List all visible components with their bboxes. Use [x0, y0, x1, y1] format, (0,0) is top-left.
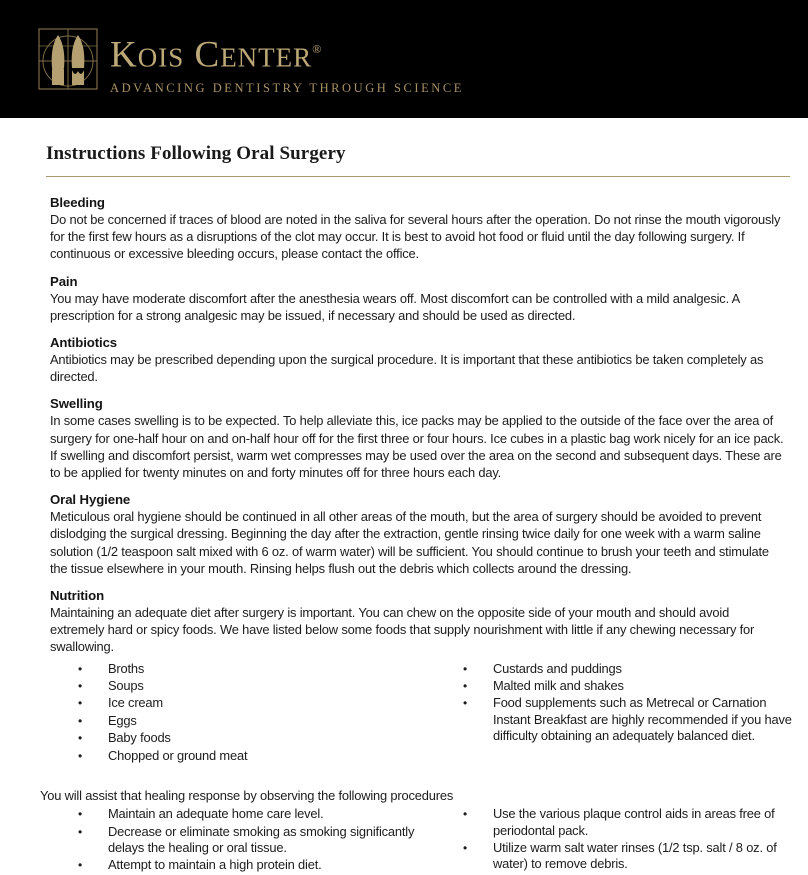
bullet-icon: •	[78, 824, 83, 839]
procedures-left-column	[50, 806, 415, 875]
bullet-icon: •	[78, 696, 83, 711]
list-item	[50, 661, 415, 677]
bullet-icon: •	[78, 807, 83, 822]
list-item	[435, 806, 800, 839]
section-body-text: Meticulous oral hygiene should be continued in all other areas of the mouth, but the area of surgery should be avoided to prevent dislodging the surgical dressing. Beginning the day after the extraction, gentle rinsing twice daily for one week with a warm saline solution (1/2 teaspoon salt mixed with 6 oz. of warm water) will be sufficient. You should continue to brush your teeth and stimulate the tissue elsewhere in your mouth. Rinsing helps flush out the debris which collects around the dressing.	[50, 509, 769, 576]
list-item-label: Maintain an adequate home care level.	[108, 806, 324, 822]
brand-logo	[38, 28, 464, 96]
list-item-label: Use the various plaque control aids in areas free of periodontal pack.	[493, 806, 775, 838]
bullet-icon: •	[463, 661, 468, 676]
procedures-list-right	[435, 806, 800, 873]
section-heading: Antibiotics	[50, 335, 118, 351]
food-list-columns	[50, 661, 800, 765]
list-item	[435, 661, 800, 677]
section-heading: Oral Hygiene	[50, 492, 131, 508]
registered-trademark-icon: ®	[312, 42, 322, 56]
section-body-text: In some cases swelling is to be expected. To help alleviate this, ice packs may be applied to the outside of the face over the area of surgery for one-half hour on and on-half hour off for the first three or four hours. Ice cubes in a plastic bag work nicely for an ice pack. If swelling and discomfort persist, warm wet compresses may be used over the area on the second and subsequent days. These are to be applied for twenty minutes on and forty minutes off for three hours each day.	[50, 413, 784, 481]
wordmark-kois-rest: OIS	[137, 42, 185, 73]
list-item	[50, 678, 415, 694]
instruction-section	[50, 396, 786, 481]
instruction-section	[50, 274, 786, 324]
list-item-label: Ice cream	[108, 695, 163, 711]
instruction-section	[50, 195, 786, 263]
bullet-icon: •	[78, 731, 83, 746]
list-item-label: Decrease or eliminate smoking as smoking significantly delays the healing or oral tissue.	[108, 823, 415, 855]
section-heading: Bleeding	[50, 195, 105, 210]
food-list-left	[50, 661, 415, 764]
procedures-right-column	[415, 806, 800, 875]
bullet-icon: •	[78, 661, 83, 676]
kois-center-logo-mark	[38, 28, 98, 90]
healing-procedures-intro: You will assist that healing response by observing the following procedures	[40, 788, 454, 804]
wordmark-center-cap: C	[194, 34, 221, 76]
list-item-label: Baby foods	[108, 730, 171, 746]
list-item-label: Chopped or ground meat	[108, 747, 248, 763]
section-heading: Pain	[50, 273, 78, 289]
procedures-list-left	[50, 806, 415, 874]
bullet-icon: •	[78, 858, 83, 873]
list-item-label: Soups	[108, 678, 144, 694]
food-list-left-column	[50, 661, 415, 765]
section-body-text: Maintaining an adequate diet after surgery is important. You can chew on the opposite side of your mouth and should avoid extremely hard or spicy foods. We have listed below some foods that supply nourishment with little if any chewing necessary for swallowing.	[50, 605, 755, 655]
list-item	[50, 695, 415, 711]
page-title: Instructions Following Oral Surgery	[46, 143, 346, 164]
list-item	[50, 857, 415, 873]
brand-tagline: ADVANCING DENTISTRY THROUGH SCIENCE	[110, 81, 464, 96]
list-item	[50, 730, 415, 746]
instruction-section	[50, 492, 786, 577]
list-item-label: Attempt to maintain a high protein diet.	[108, 857, 322, 873]
list-item-label: Eggs	[108, 712, 137, 728]
list-item-label: Utilize warm salt water rinses (1/2 tsp. salt / 8 oz. of water) to remove debris.	[493, 839, 777, 872]
food-list-right	[435, 661, 800, 745]
bullet-icon: •	[463, 679, 468, 694]
list-item-label: Broths	[108, 660, 145, 676]
instruction-section	[50, 588, 786, 656]
bullet-icon: •	[78, 748, 83, 763]
section-heading: Nutrition	[50, 588, 105, 604]
bullet-icon: •	[463, 807, 468, 822]
food-list-right-column	[415, 661, 800, 765]
section-body-text: Do not be concerned if traces of blood are noted in the saliva for several hours after the operation. Do not rinse the mouth vigorously for the first few hours as a disruptions of the clot may occur. It is best to avoid hot food or fluid until the day following surgery. If continuous or excessive bleeding occurs, please contact the office.	[50, 212, 781, 262]
section-body-text: Antibiotics may be prescribed depending upon the surgical procedure. It is important that these antibiotics be taken completely as directed.	[50, 352, 764, 385]
list-item	[435, 840, 800, 873]
brand-wordmark	[110, 29, 464, 77]
wordmark-center-rest: ENTER	[220, 42, 313, 73]
document-body	[0, 143, 808, 875]
list-item	[50, 806, 415, 822]
bullet-icon: •	[78, 679, 83, 694]
title-divider	[46, 176, 790, 177]
list-item	[435, 678, 800, 694]
list-item-label: Malted milk and shakes	[493, 678, 624, 694]
instruction-sections	[0, 195, 808, 656]
list-item-label: Food supplements such as Metrecal or Carnation Instant Breakfast are highly recommended if you have difficulty obtaining an adequately balanced diet.	[493, 695, 792, 744]
list-item	[50, 824, 415, 857]
instruction-section	[50, 335, 786, 385]
section-heading: Swelling	[50, 396, 103, 412]
page-header	[0, 0, 808, 118]
procedures-columns	[50, 806, 800, 875]
wordmark-kois-cap: K	[110, 34, 138, 76]
bullet-icon: •	[463, 696, 468, 711]
brand-wordmark-block	[110, 29, 464, 96]
bullet-icon: •	[463, 840, 468, 855]
list-item	[435, 695, 800, 744]
list-item	[50, 748, 415, 764]
list-item-label: Custards and puddings	[493, 660, 622, 676]
bullet-icon: •	[78, 713, 83, 728]
section-body-text: You may have moderate discomfort after the anesthesia wears off. Most discomfort can be controlled with a mild analgesic. A prescription for a strong analgesic may be issued, if necessary and should be used as directed.	[50, 290, 740, 323]
list-item	[50, 713, 415, 729]
